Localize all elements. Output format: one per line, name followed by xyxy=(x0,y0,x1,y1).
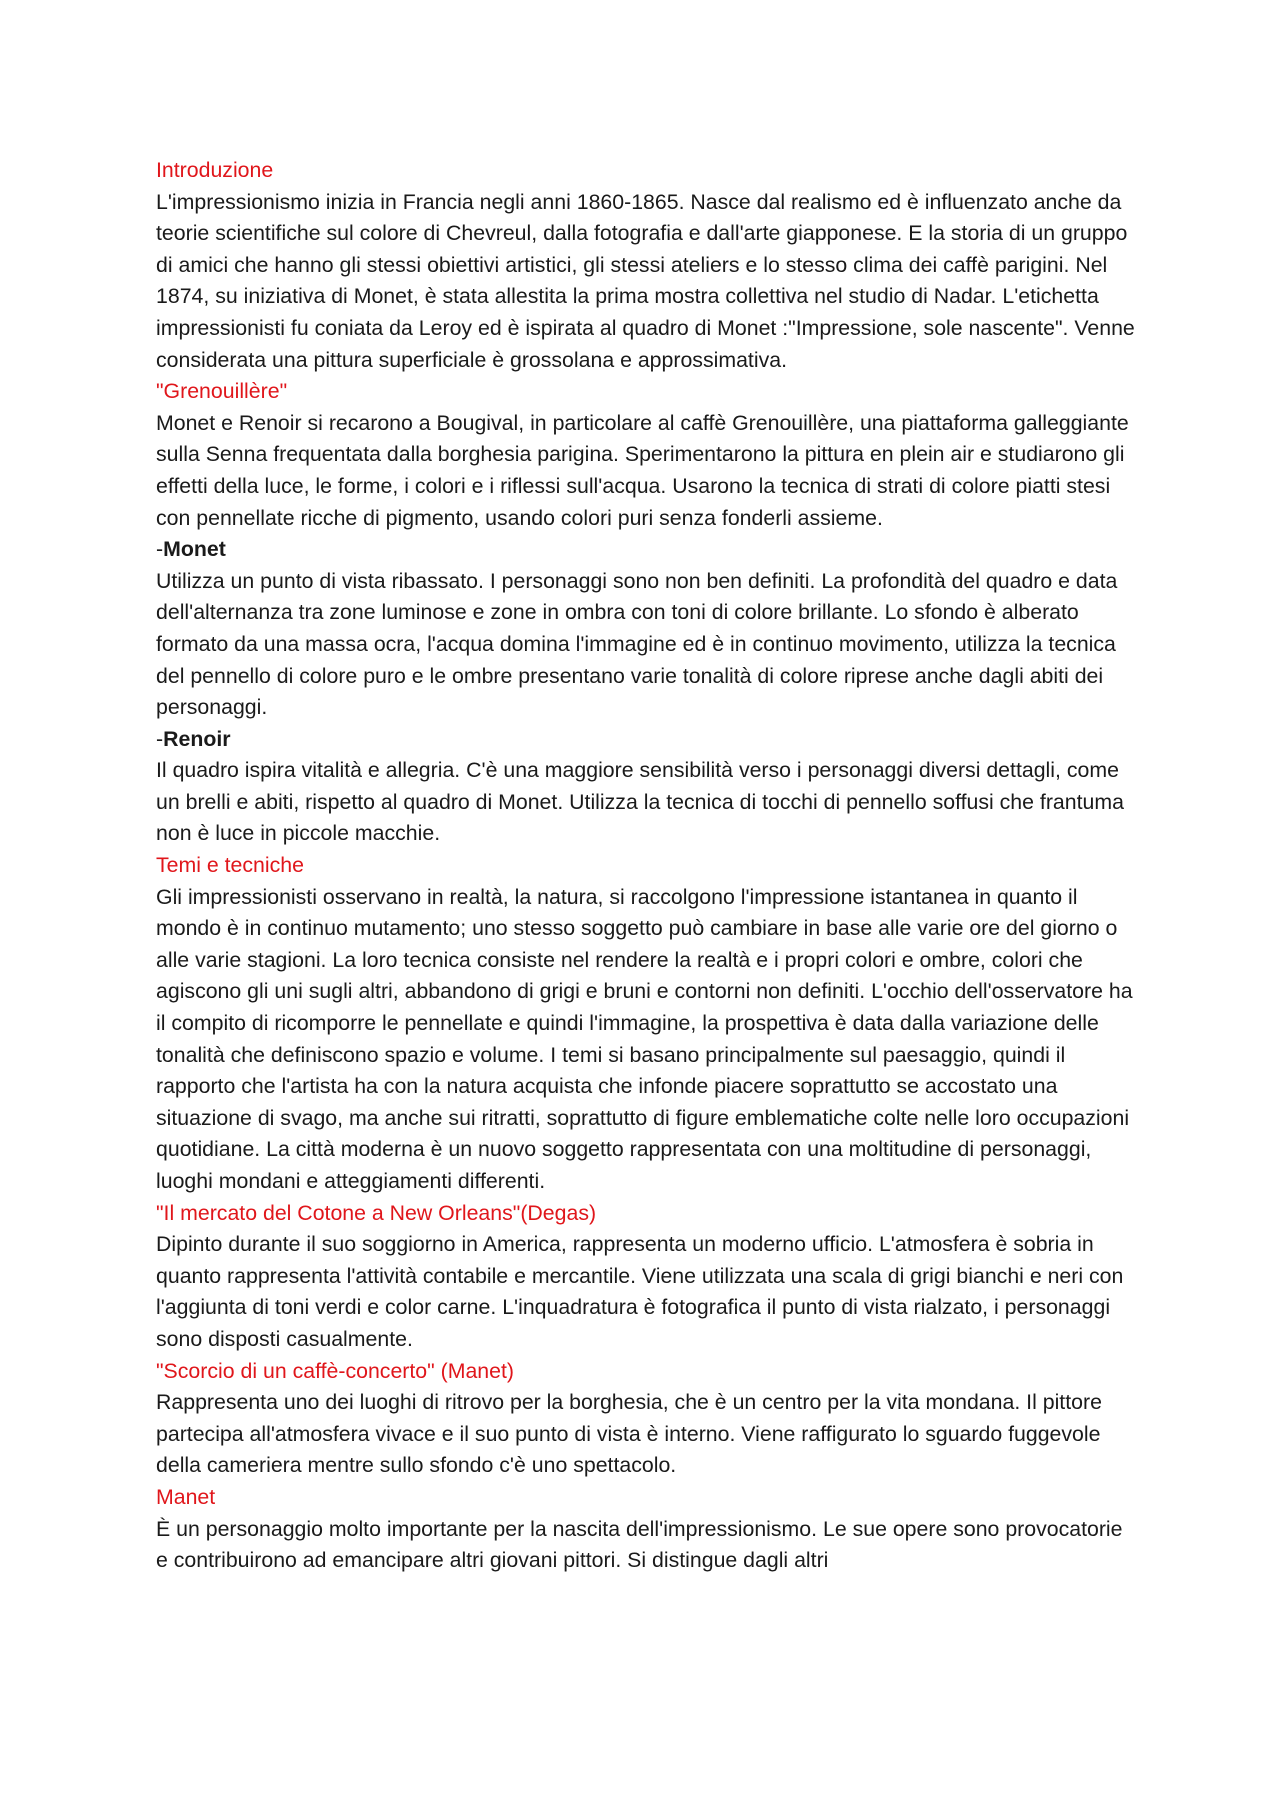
section-paragraph: È un personaggio molto importante per la nascita dell'impressionismo. Le sue opere sono provocatorie e contribuirono ad emancipare altri giovani pittori. Si distingue dagli altri xyxy=(156,1516,1123,1573)
section-heading: "Scorcio di un caffè-concerto" (Manet) xyxy=(156,1358,515,1383)
section-paragraph: Dipinto durante il suo soggiorno in America, rappresenta un moderno ufficio. L'atmosfera è sobria in quanto rappresenta l'attività contabile e mercantile. Viene utilizzata una scala di grigi bianchi e neri con l'aggiunta di toni verdi e color carne. L'inquadratura è fotografica il punto di vista rialzato, i personaggi sono disposti casualmente. xyxy=(156,1232,1124,1351)
section-scorcio-caffe-concerto xyxy=(156,1356,1136,1482)
section-paragraph: L'impressionismo inizia in Francia negli anni 1860-1865. Nasce dal realismo ed è influenzato anche da teorie scientifiche sul colore di Chevreul, dalla fotografia e dall'arte giapponese. E la storia di un gruppo di amici che hanno gli stessi obiettivi artistici, gli stessi ateliers e lo stesso clima dei caffè parigini. Nel 1874, su iniziativa di Monet, è stata allestita la prima mostra collettiva nel studio di Nadar. L'etichetta impressionisti fu coniata da Leroy ed è ispirata al quadro di Monet :"Impressione, sole nascente". Venne considerata una pittura superficiale è grossolana e approssimativa. xyxy=(156,189,1135,372)
section-temi-e-tecniche xyxy=(156,850,1136,1198)
subsection-paragraph: Il quadro ispira vitalità e allegria. C'è una maggiore sensibilità verso i personaggi diversi dettagli, come un brelli e abiti, rispetto al quadro di Monet. Utilizza la tecnica di tocchi di pennello soffusi che frantuma non è luce in piccole macchie. xyxy=(156,758,1124,846)
section-introduzione xyxy=(156,155,1136,376)
document-page xyxy=(156,155,1136,1577)
subsection-paragraph: Utilizza un punto di vista ribassato. I personaggi sono non ben definiti. La profondità del quadro e data dell'alternanza tra zone luminose e zone in ombra con toni di colore brillante. Lo sfondo è alberato formato da una massa ocra, l'acqua domina l'immagine ed è in continuo movimento, utilizza la tecnica del pennello di colore puro e le ombre presentano varie tonalità di colore riprese anche dagli abiti dei personaggi. xyxy=(156,568,1118,720)
subsection-heading-monet xyxy=(156,534,1136,566)
subsection-title: Monet xyxy=(163,537,226,562)
section-heading: "Il mercato del Cotone a New Orleans"(Degas) xyxy=(156,1200,597,1225)
section-paragraph: Gli impressionisti osservano in realtà, la natura, si raccolgono l'impressione istantanea in quanto il mondo è in continuo mutamento; uno stesso soggetto può cambiare in base alle varie ore del giorno o alle varie stagioni. La loro tecnica consiste nel rendere la realtà e i propri colori e ombre, colori che agiscono gli uni sugli altri, abbandono di grigi e bruni e contorni non definiti. L'occhio dell'osservatore ha il compito di ricomporre le pennellate e quindi l'immagine, la prospettiva è data dalla variazione delle tonalità che definiscono spazio e volume. I temi si basano principalmente sul paesaggio, quindi il rapporto che l'artista ha con la natura acquista che infonde piacere soprattutto se accostato una situazione di svago, ma anche sui ritratti, soprattutto di figure emblematiche colte nelle loro occupazioni quotidiane. La città moderna è un nuovo soggetto rappresentata con una moltitudine di personaggi, luoghi mondani e atteggiamenti differenti. xyxy=(156,884,1133,1193)
section-manet xyxy=(156,1482,1136,1577)
subsection-prefix: - xyxy=(156,726,164,751)
section-mercato-cotone xyxy=(156,1198,1136,1356)
section-grenouillere xyxy=(156,376,1136,850)
section-heading: Introduzione xyxy=(156,158,274,182)
subsection-prefix: - xyxy=(156,537,164,562)
section-paragraph: Rappresenta uno dei luoghi di ritrovo per la borghesia, che è un centro per la vita mondana. Il pittore partecipa all'atmosfera vivace e il suo punto di vista è interno. Viene raffigurato lo sguardo fuggevole della cameriera mentre sullo sfondo c'è uno spettacolo. xyxy=(156,1390,1102,1478)
section-paragraph: Monet e Renoir si recarono a Bougival, in particolare al caffè Grenouillère, una piattaforma galleggiante sulla Senna frequentata dalla borghesia parigina. Sperimentarono la pittura en plein air e studiarono gli effetti della luce, le forme, i colori e i riflessi sull'acqua. Usarono la tecnica di strati di colore piatti stesi con pennellate ricche di pigmento, usando colori puri senza fonderli assieme. xyxy=(156,410,1129,530)
subsection-title: Renoir xyxy=(163,726,231,751)
section-heading: Manet xyxy=(156,1484,216,1509)
section-heading: "Grenouillère" xyxy=(156,379,288,404)
section-heading: Temi e tecniche xyxy=(156,853,304,878)
subsection-heading-renoir xyxy=(156,724,1136,756)
